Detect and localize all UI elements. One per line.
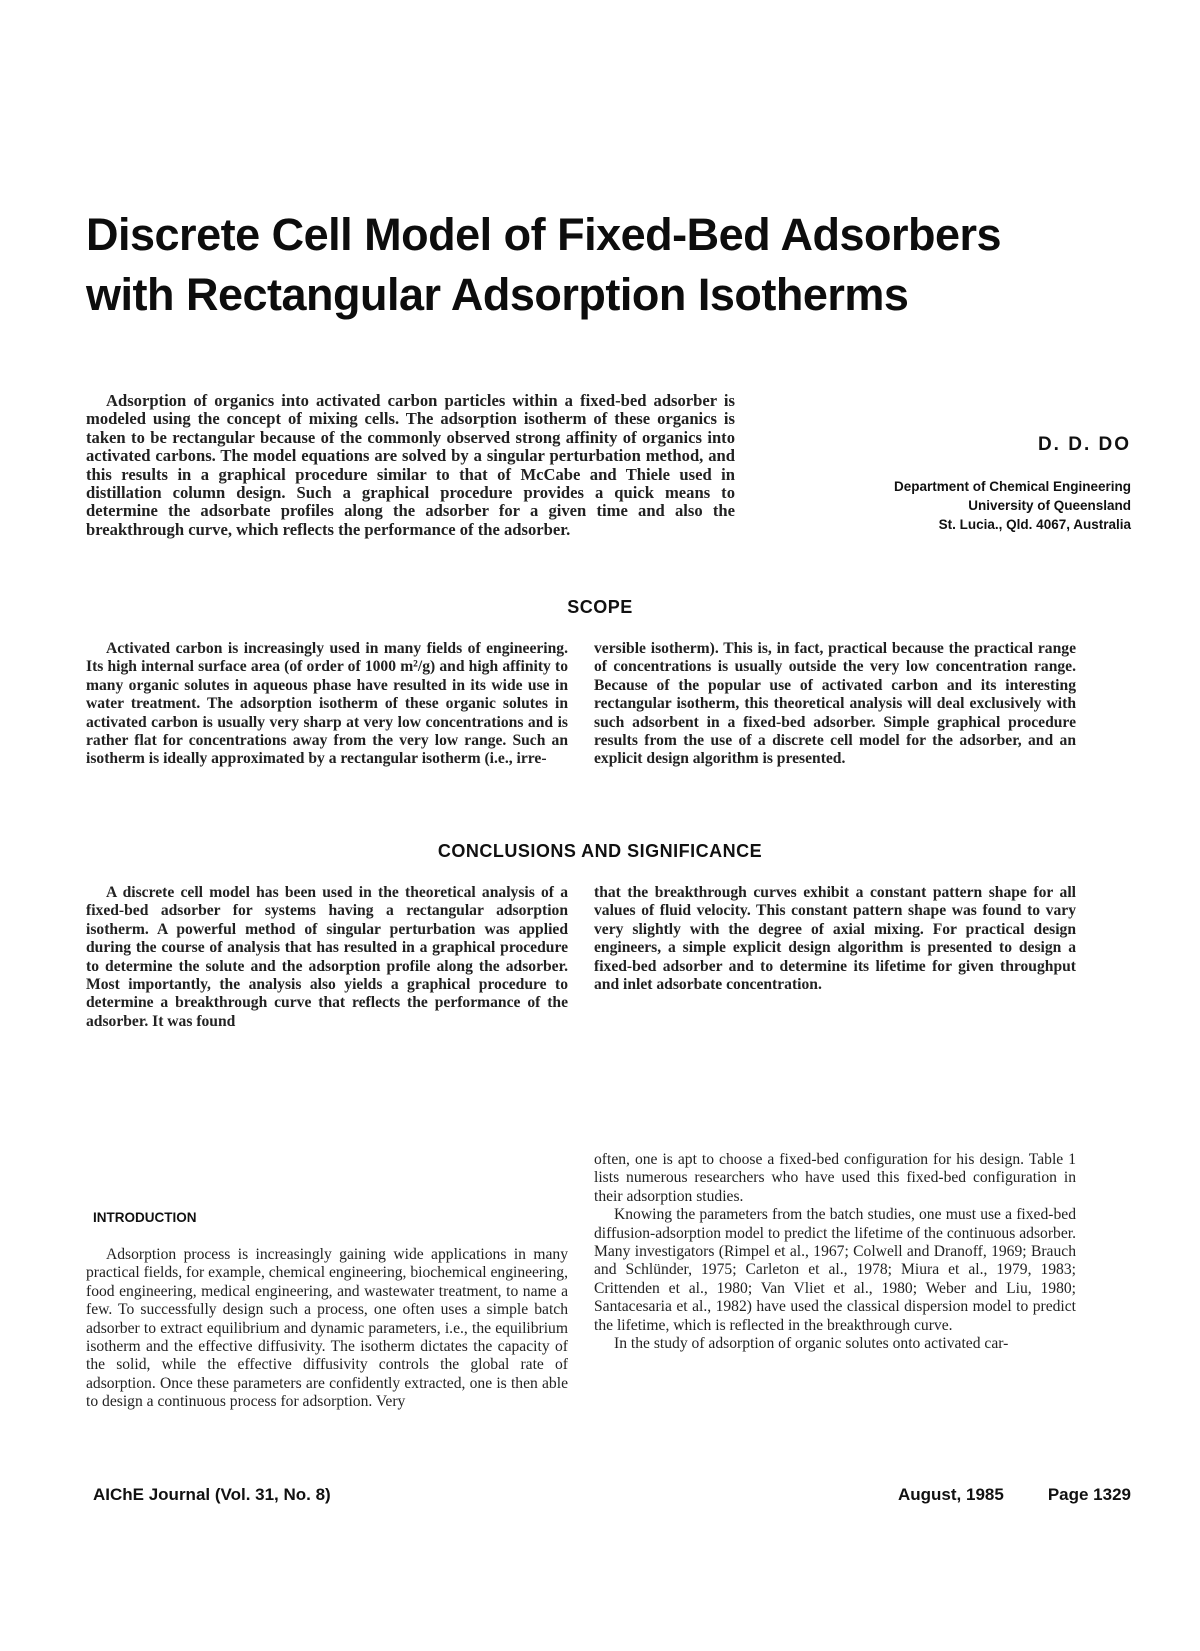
- introduction-right-column: [594, 1151, 1076, 1353]
- paper-title: Discrete Cell Model of Fixed-Bed Adsorbers with Rectangular Adsorption Isotherms: [86, 209, 1002, 320]
- affiliation-line: St. Lucia., Qld. 4067, Australia: [938, 517, 1131, 532]
- conclusions-left-column: A discrete cell model has been used in the theoretical analysis of a fixed-bed adsorber for systems having a rectangular adsorption isotherm. A powerful method of singular perturbation was applied during the course of analysis that has resulted in a graphical procedure to determine the solute and the adsorption profile along the adsorber. Most importantly, the analysis also yields a graphical procedure to determine a breakthrough curve that reflects the performance of the adsorber. It was found: [86, 884, 568, 1030]
- journal-citation: AIChE Journal (Vol. 31, No. 8): [93, 1485, 331, 1504]
- intro-paragraph: Knowing the parameters from the batch studies, one must use a fixed-bed diffusion-adsorption model to predict the lifetime of the continuous adsorber. Many investigators (Rimpel et al., 1967; Colwell and Dranoff, 1969; Brauch and Schlünder, 1975; Carleton et al., 1978; Miura et al., 1979, 1983; Crittenden et al., 1980; Van Vliet et al., 1980; Weber and Liu, 1980; Santacesaria et al., 1982) have used the classical dispersion model to predict the lifetime, which is reflected in the breakthrough curve.: [594, 1206, 1076, 1334]
- intro-paragraph: In the study of adsorption of organic solutes onto activated car-: [614, 1335, 1009, 1353]
- author-name: D. D. DO: [1037, 434, 1131, 455]
- scope-right-column: versible isotherm). This is, in fact, practical because the practical range of concentrations is usually outside the very low concentration range. Because of the popular use of activated carbon and its interesting rectangular isotherm, this theoretical analysis will deal exclusively with such adsorbent in a fixed-bed adsorber. Simple graphical procedure results from the use of a discrete cell model for the adsorber, and an explicit design algorithm is presented.: [594, 640, 1076, 768]
- conclusions-right-column: that the breakthrough curves exhibit a constant pattern shape for all values of fluid velocity. This constant pattern shape was found to vary very slightly with the degree of axial mixing. For practical design engineers, a simple explicit design algorithm is presented to design a fixed-bed adsorber and to determine its lifetime for given throughput and inlet adsorbate concentration.: [594, 884, 1076, 994]
- scope-left-column: Activated carbon is increasingly used in many fields of engineering. Its high internal surface area (of order of 1000 m²/g) and high affinity to many organic solutes in aqueous phase have resulted in its wide use in water treatment. The adsorption isotherm of these organic solutes in activated carbon is usually very sharp at very low concentrations and is rather flat for concentrations away from the very low range. Such an isotherm is ideally approximated by a rectangular isotherm (i.e., irre-: [86, 640, 568, 768]
- abstract: Adsorption of organics into activated carbon particles within a fixed-bed adsorber is modeled using the concept of mixing cells. The adsorption isotherm of these organics is taken to be rectangular because of the commonly observed strong affinity of organics into activated carbons. The model equations are solved by a singular perturbation method, and this results in a graphical procedure similar to that of McCabe and Thiele used in distillation column design. Such a graphical procedure provides a quick means to determine the adsorbate profiles along the adsorber for a given time and also the breakthrough curve, which reflects the performance of the adsorber.: [86, 391, 735, 539]
- author-affiliation: [811, 477, 1131, 534]
- affiliation-line: University of Queensland: [968, 498, 1131, 513]
- scope-heading: SCOPE: [567, 597, 633, 617]
- publication-date: August, 1985: [898, 1485, 1004, 1504]
- footer-date-page: [898, 1485, 1131, 1505]
- introduction-heading: INTRODUCTION: [93, 1210, 197, 1225]
- page-number: Page 1329: [1047, 1485, 1131, 1504]
- conclusions-heading: CONCLUSIONS AND SIGNIFICANCE: [437, 841, 763, 861]
- introduction-left-column: Adsorption process is increasingly gaining wide applications in many practical fields, for example, chemical engineering, biochemical engineering, food engineering, medical engineering, and wastewater treatment, to name a few. To successfully design such a process, one often uses a simple batch adsorber to extract equilibrium and dynamic parameters, i.e., the equilibrium isotherm and the effective diffusivity. The isotherm dictates the capacity of the solid, while the effective diffusivity controls the global rate of adsorption. Once these parameters are confidently extracted, one is then able to design a continuous process for adsorption. Very: [86, 1246, 568, 1411]
- intro-paragraph: often, one is apt to choose a fixed-bed configuration for his design. Table 1 lists numerous researchers who have used this fixed-bed configuration in their adsorption studies.: [594, 1151, 1076, 1205]
- affiliation-line: Department of Chemical Engineering: [893, 479, 1131, 494]
